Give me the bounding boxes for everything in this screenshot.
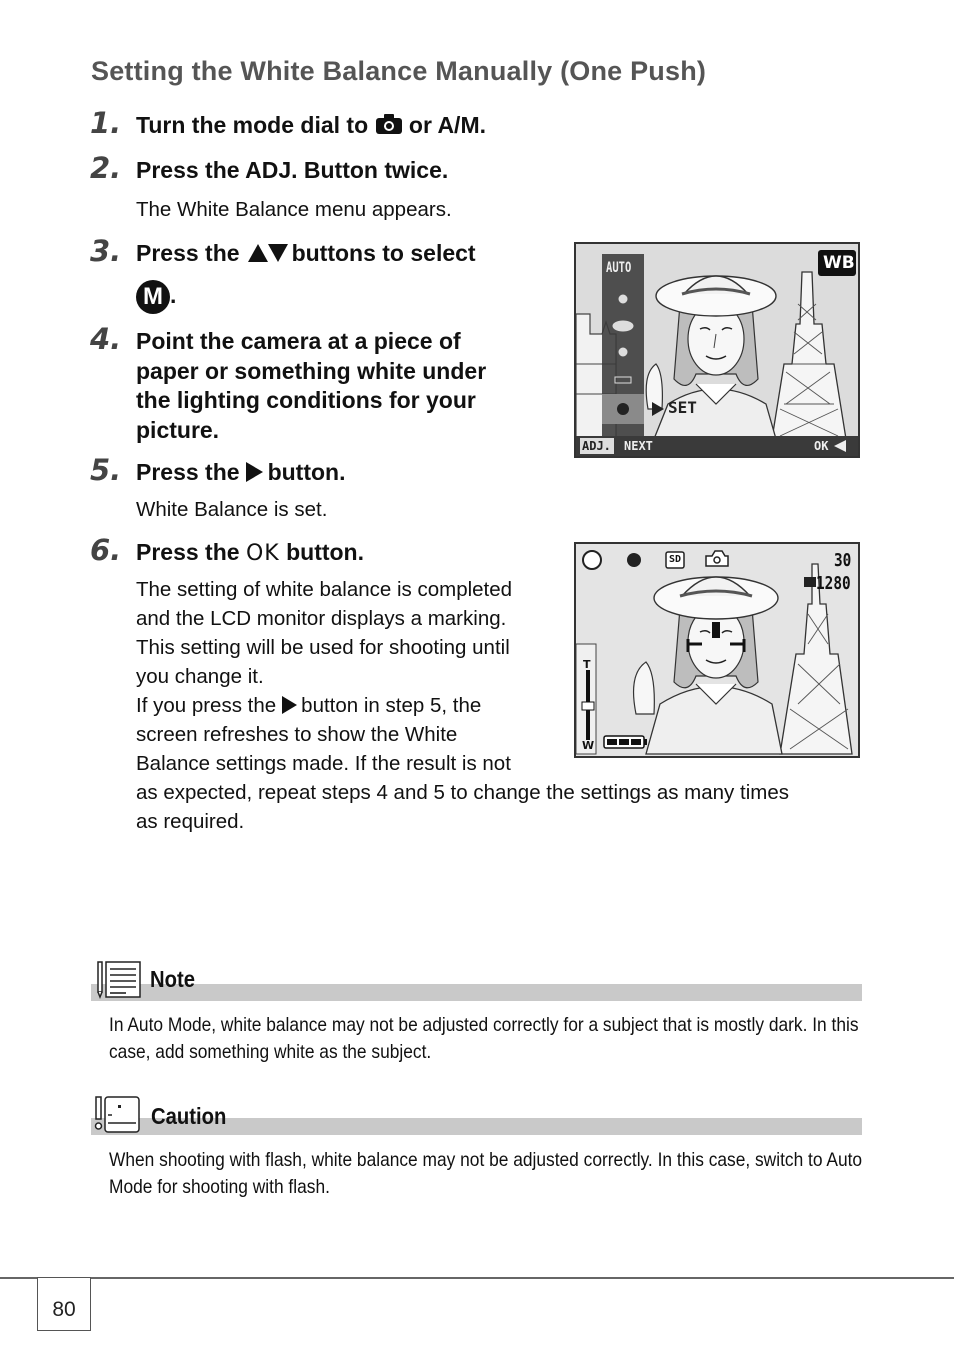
step-5: Press the button. — [136, 459, 346, 485]
step-6-description: The setting of white balance is completed and the LCD monitor displays a marking. This setting will be used for shooting until you change it. If you press the button in step 5, the screen refreshes to show the White Balance settings made. If the result is not as expected, repeat steps 4 and 5 to change the settings as many times as required. — [136, 578, 789, 833]
ok-label: OK — [814, 439, 829, 453]
step-3-continued: M . — [136, 280, 176, 314]
up-arrow-icon — [248, 244, 268, 262]
page-number: 80 — [37, 1277, 91, 1331]
adj-label: ADJ. — [582, 439, 611, 453]
step-1: Turn the mode dial to or A/M. — [136, 112, 486, 138]
step-number: 6. — [90, 533, 122, 567]
note-icon — [96, 961, 142, 999]
caution-text: When shooting with flash, white balance may not be adjusted correctly. In this case, switch to Auto Mode for shooting with flash. — [109, 1149, 863, 1198]
wb-menu-screen — [574, 242, 860, 458]
step-4: Point the camera at a piece of paper or something white under the lighting conditions for your picture. — [136, 328, 487, 443]
page-title: Setting the White Balance Manually (One Push) — [91, 56, 707, 86]
caution-heading: Caution — [151, 1103, 227, 1129]
shots-remaining: 30 — [834, 550, 852, 571]
step-2-description: The White Balance menu appears. — [136, 198, 452, 221]
sd-label: SD — [669, 554, 682, 565]
caution-icon — [94, 1095, 142, 1135]
next-label: NEXT — [624, 439, 653, 453]
wb-badge: WB — [823, 253, 855, 273]
camera-icon — [375, 113, 403, 135]
footer-rule — [0, 1277, 954, 1279]
right-arrow-icon — [246, 462, 263, 482]
zoom-wide-label: W — [582, 739, 595, 752]
step-number: 1. — [90, 106, 122, 140]
step-number: 3. — [90, 234, 122, 268]
right-arrow-icon — [282, 696, 297, 714]
zoom-tele-label: T — [583, 658, 591, 671]
step-number: 5. — [90, 453, 122, 487]
shooting-screen — [574, 542, 860, 758]
image-size: 1280 — [816, 573, 851, 594]
note-text: In Auto Mode, white balance may not be adjusted correctly for a subject that is mostly dark. In this case, add something white as the subject. — [109, 1014, 859, 1063]
step-5-description: White Balance is set. — [136, 498, 328, 521]
note-band — [91, 984, 862, 1001]
set-label: SET — [668, 398, 697, 417]
step-number: 2. — [90, 151, 122, 185]
step-3: Press the buttons to select — [136, 240, 476, 266]
step-6: Press the OK button. — [136, 539, 364, 566]
ok-button-symbol: OK — [245, 541, 280, 566]
manual-wb-icon: M — [136, 280, 170, 314]
down-arrow-icon — [268, 244, 288, 262]
step-number: 4. — [90, 322, 122, 356]
step-2: Press the ADJ. Button twice. — [136, 157, 449, 183]
note-heading: Note — [150, 966, 195, 992]
menu-auto-label: AUTO — [606, 260, 632, 276]
